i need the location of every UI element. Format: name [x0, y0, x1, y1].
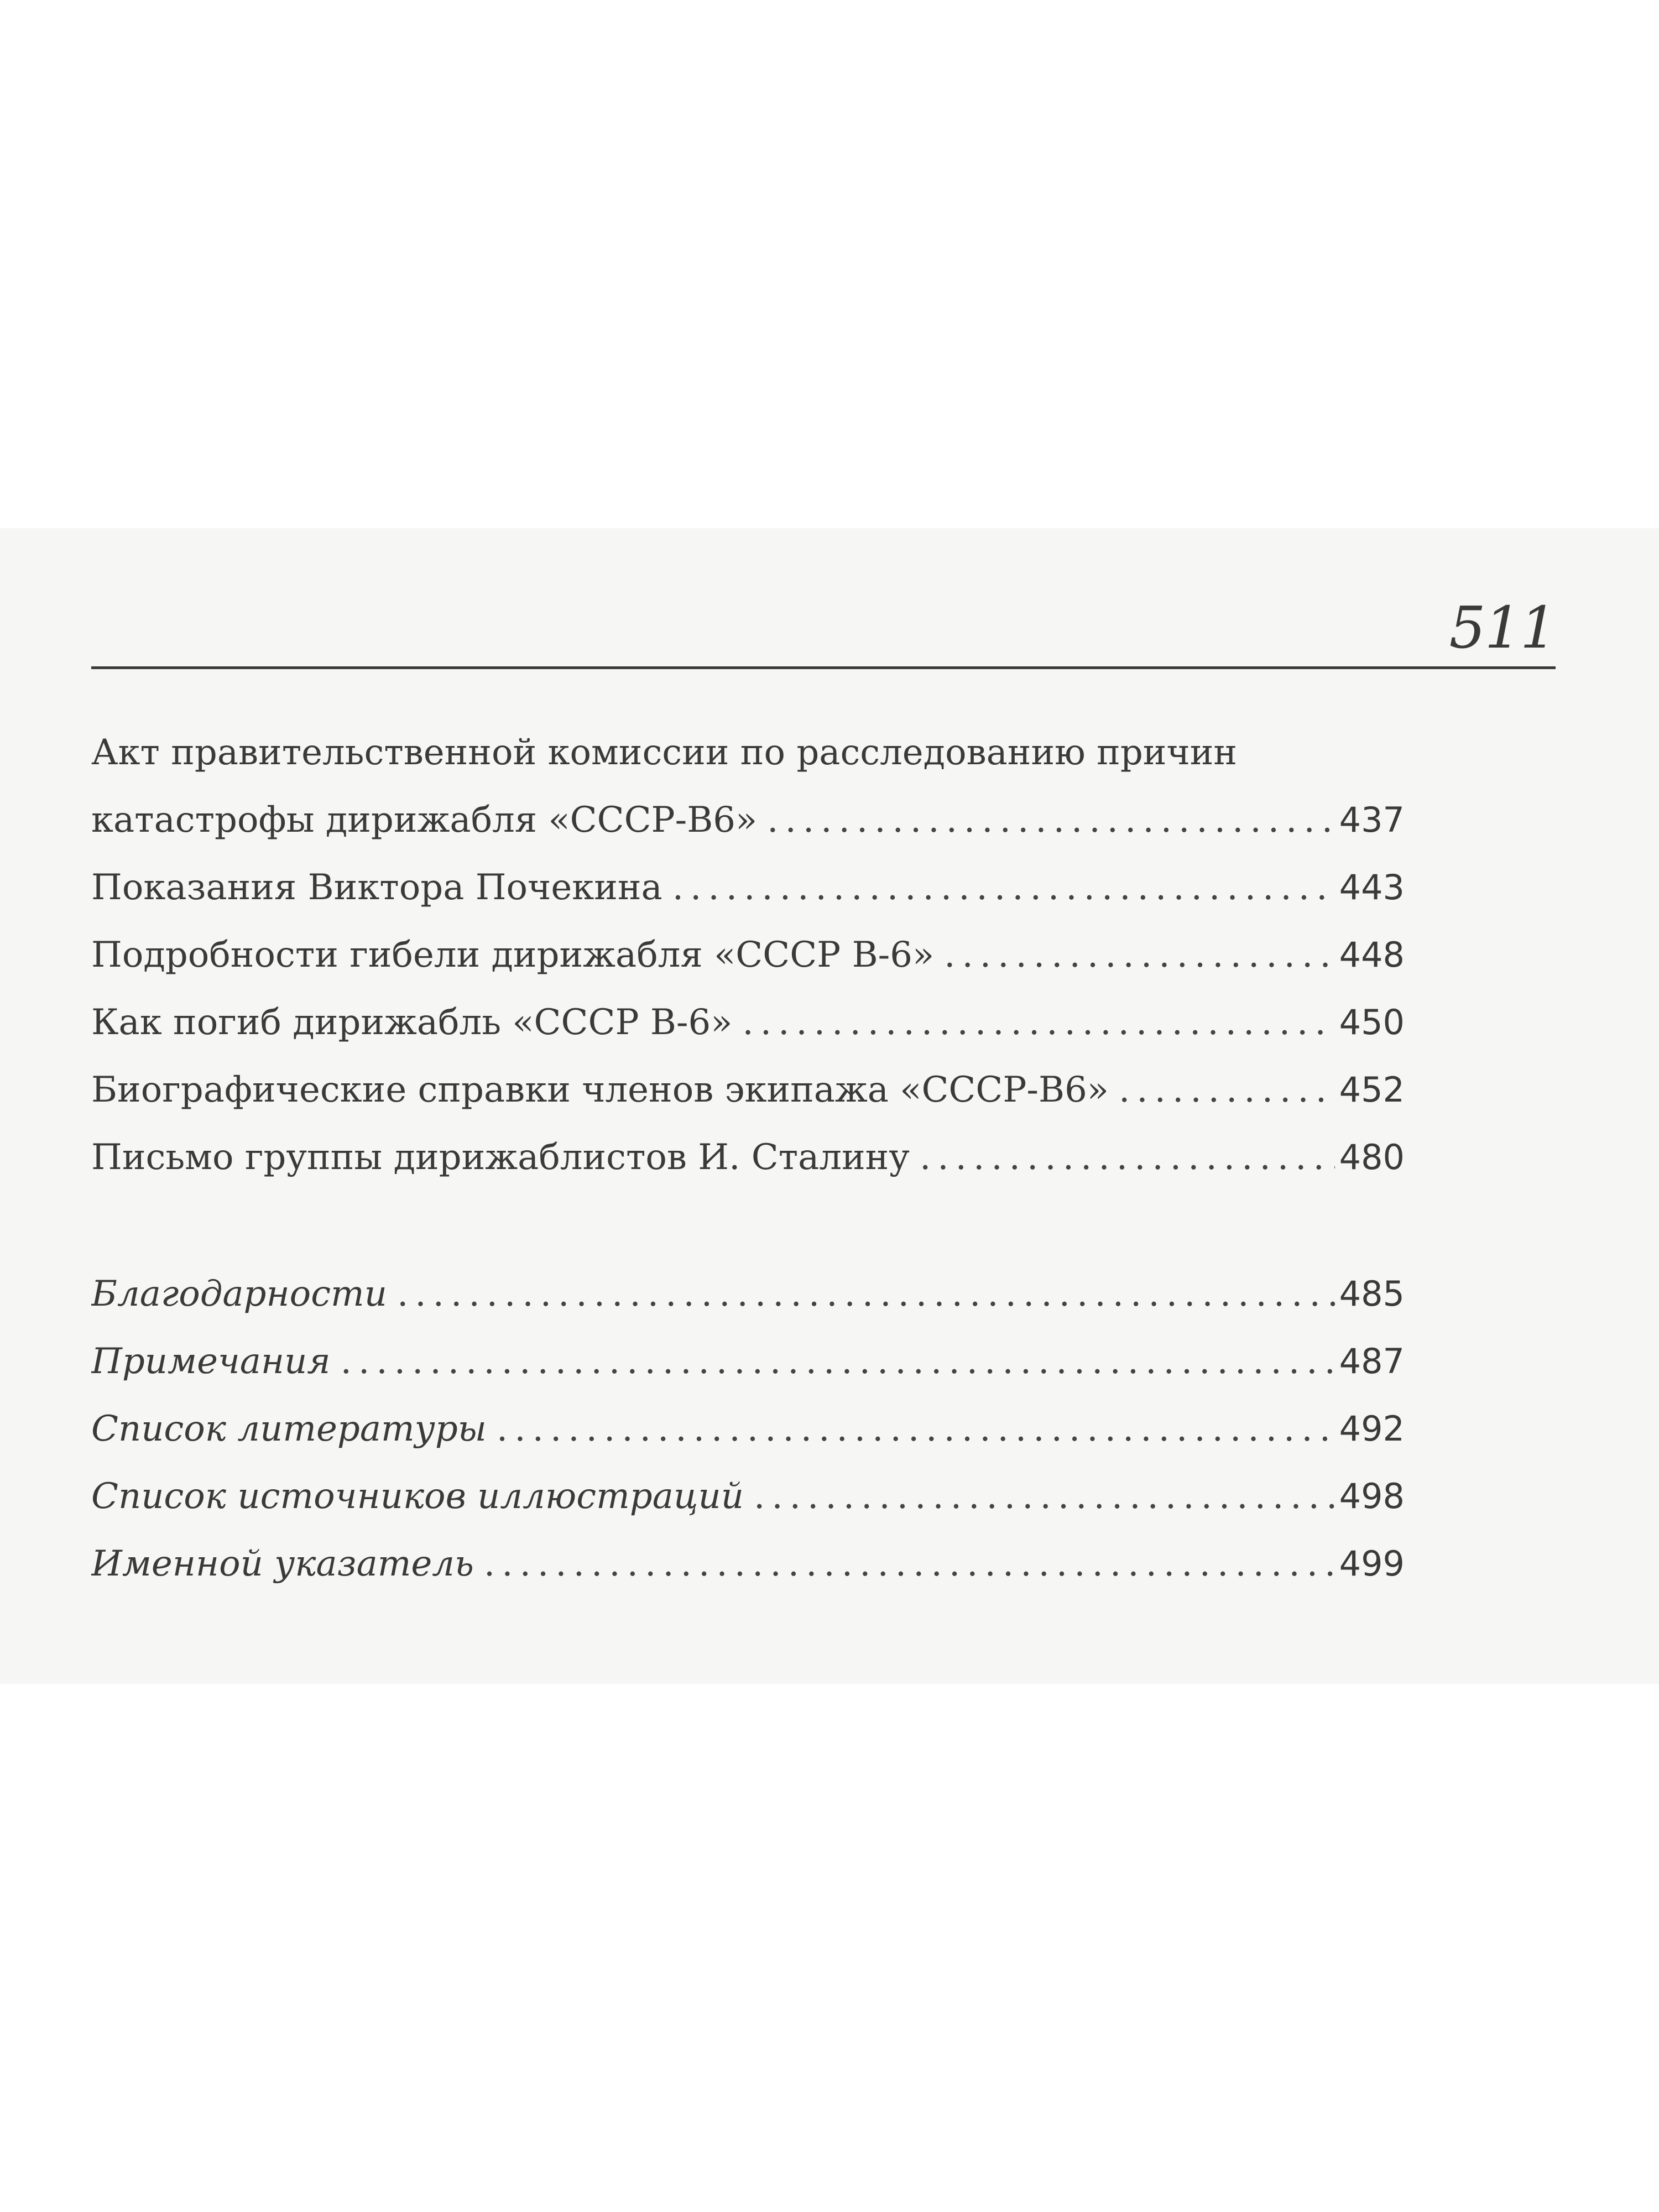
section-spacer	[91, 1191, 1405, 1260]
toc-entry-title: Показания Виктора Почекина	[91, 867, 662, 908]
toc-entry-back-matter[interactable]	[91, 1463, 1405, 1530]
toc-entry-page: 485	[1339, 1274, 1405, 1314]
toc-entry-title: катастрофы дирижабля «СССР-В6»	[91, 800, 758, 841]
running-head	[91, 578, 1556, 669]
toc-entry-page: 443	[1339, 867, 1405, 907]
toc-entry-page: 499	[1339, 1543, 1405, 1584]
toc-entry-page: 450	[1339, 1002, 1405, 1042]
toc-entry-lead-line: Акт правительственной комиссии по расследованию причин	[91, 732, 1238, 773]
dot-leader	[767, 786, 1335, 854]
toc-entry-page: 480	[1339, 1137, 1405, 1177]
toc-entry-page: 487	[1339, 1341, 1405, 1381]
dot-leader	[397, 1260, 1335, 1328]
dot-leader	[341, 1328, 1335, 1395]
toc-entry-page: 492	[1339, 1408, 1405, 1449]
toc-entry[interactable]	[91, 854, 1405, 921]
dot-leader	[484, 1530, 1335, 1598]
toc-entry-page: 437	[1339, 800, 1405, 840]
toc-entry-title: Биографические справки членов экипажа «СССР-В6»	[91, 1070, 1109, 1110]
toc-entry-back-matter[interactable]	[91, 1395, 1405, 1463]
toc-entry-page: 452	[1339, 1070, 1405, 1110]
toc-entry-title: Как погиб дирижабль «СССР В-6»	[91, 1002, 733, 1043]
toc-entry[interactable]	[91, 1124, 1405, 1191]
toc-entry[interactable]	[91, 921, 1405, 989]
table-of-contents	[91, 719, 1405, 1598]
toc-entry[interactable]	[91, 1056, 1405, 1124]
toc-entry-title: Примечания	[91, 1341, 331, 1382]
toc-entry-title: Подробности гибели дирижабля «СССР В-6»	[91, 935, 935, 975]
toc-entry-back-matter[interactable]	[91, 1328, 1405, 1395]
toc-entry-title: Письмо группы дирижаблистов И. Сталину	[91, 1137, 910, 1178]
toc-entry-title: Список источников иллюстраций	[91, 1476, 744, 1517]
dot-leader	[672, 854, 1335, 921]
toc-entry[interactable]	[91, 786, 1405, 854]
toc-entry-title: Именной указатель	[91, 1543, 474, 1584]
dot-leader	[742, 989, 1334, 1056]
dot-leader	[1119, 1056, 1335, 1124]
toc-entry[interactable]	[91, 989, 1405, 1056]
dot-leader	[920, 1124, 1335, 1191]
toc-entry-back-matter[interactable]	[91, 1530, 1405, 1598]
toc-entry-page: 448	[1339, 935, 1405, 975]
dot-leader	[944, 921, 1335, 989]
dot-leader	[754, 1463, 1335, 1530]
page-number: 511	[1449, 594, 1556, 661]
toc-entry-page: 498	[1339, 1476, 1405, 1516]
dot-leader	[497, 1395, 1335, 1463]
toc-entry-title: Список литературы	[91, 1408, 487, 1449]
toc-entry-title: Благодарности	[91, 1274, 387, 1314]
toc-entry-back-matter[interactable]	[91, 1260, 1405, 1328]
